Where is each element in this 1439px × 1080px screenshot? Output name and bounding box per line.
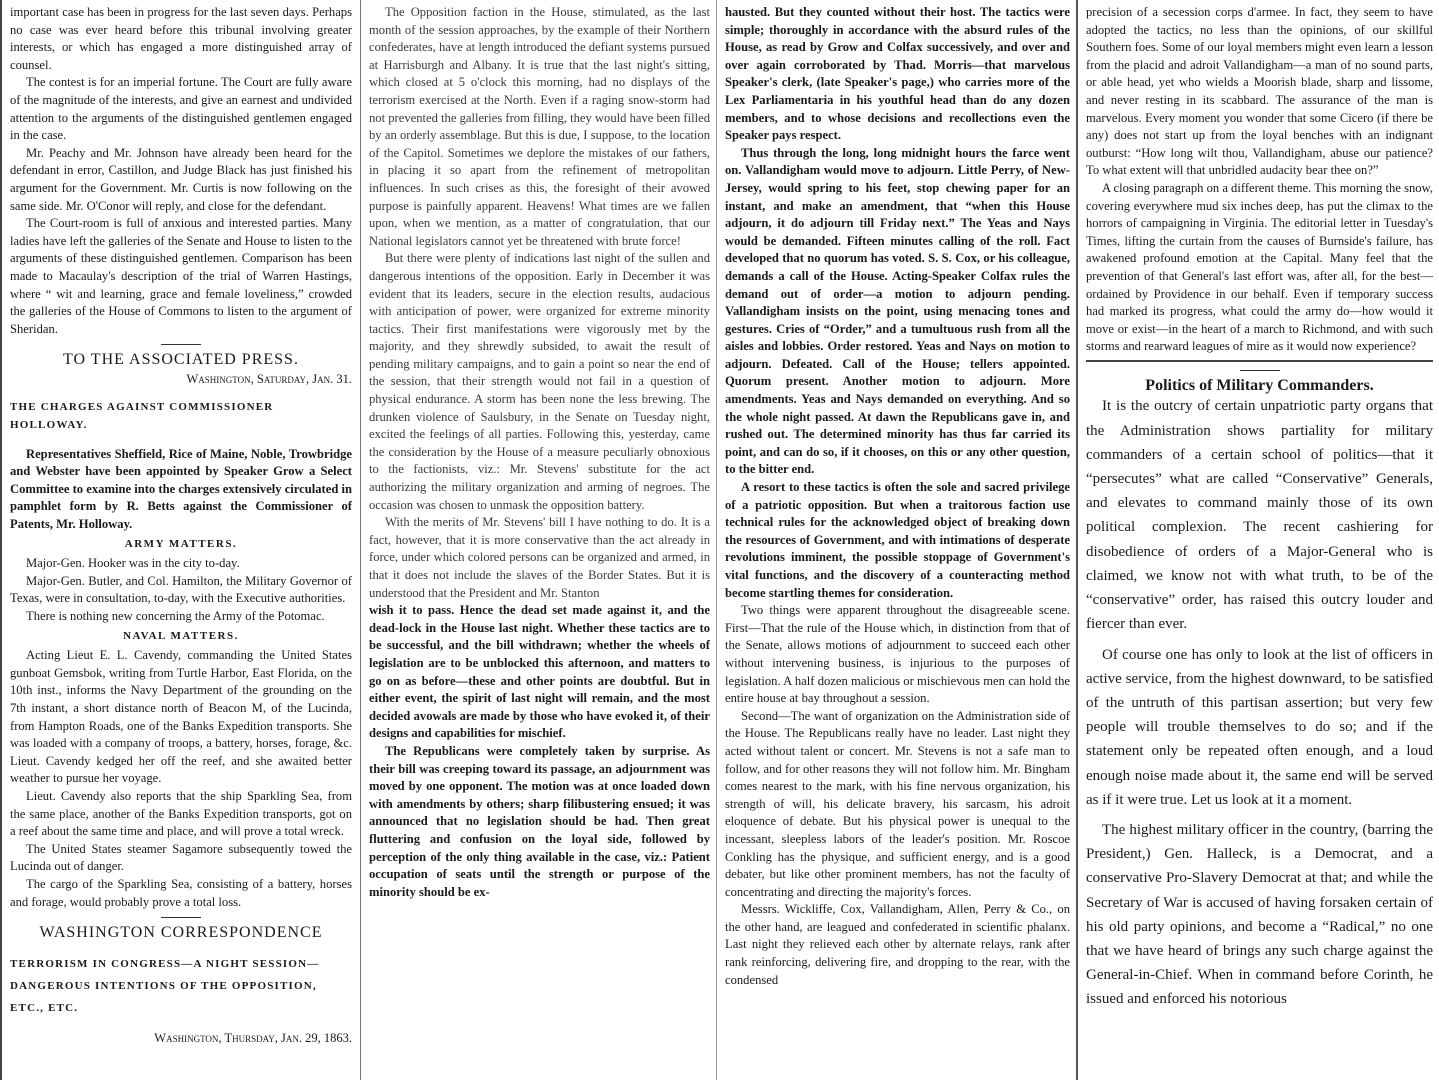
paragraph: The Court-room is full of anxious and interested parties. Many ladies have left the galleries of the Senate and House to listen to the arguments of these distinguished gentlemen. Comparison has been made to Macaulay's description of the trial of Warren Hastings, where “ wit and learning, grace and female loveliness,” crowded the galleries of the House of Commons to listen to the argument of Sheridan. bbox=[10, 216, 352, 336]
paragraph: The United States steamer Sagamore subsequently towed the Lucinda out of danger. bbox=[10, 841, 352, 874]
editorial-section bbox=[1086, 360, 1433, 1012]
column-4 bbox=[1076, 0, 1439, 1080]
paragraph: Acting Lieut E. L. Cavendy, commanding the United States gunboat Gemsbok, writing from Turtle Harbor, East Florida, on the 10th inst., informs the Navy Department of the grounding on the 7th instant, a short distance north of Beacon M, of the Lucinda, from Hampton Roads, one of the Banks Expedition transports. She was loaded with a company of troops, a battery, horses, forage, &c. Lieut. Cavendy kedged her off the reef, and she awaited better weather to pursue her voyage. bbox=[10, 648, 352, 786]
divider bbox=[161, 917, 201, 918]
paragraph: Lieut. Cavendy also reports that the ship Sparkling Sea, from the same place, another of the Banks Expedition transports, got on a reef about the same time and place, and will prove a total wreck. bbox=[10, 788, 352, 839]
holloway-heading: THE CHARGES AGAINST COMMISSIONER HOLLOWAY. bbox=[10, 401, 274, 432]
paragraph: wish it to pass. Hence the dead set made against it, and the dead-lock in the House last night. Whether these tactics are to be successful, and the bill withdrawn; whether the wheels of legislation are to be unblocked this afternoon, and matters to go on as before—these and other points are doubtful. But in either event, the spirit of last night will remain, and the most decided avowals are made by those who have evoked it, of their designs and capabilities for mischief. bbox=[369, 603, 710, 741]
naval-matters-heading: NAVAL MATTERS. bbox=[123, 629, 239, 642]
paragraph: The highest military officer in the country, (barring the President,) Gen. Halleck, is a Democrat, and a conservative Pro-Slavery Democrat at that; and while the Secretary of War is accused of having forsaken certain of his old party opinions, and become a “Radical,” no one that we have heard of brings any such charge against the General-in-Chief. When in command before Corinth, he issued and enforced his notorious bbox=[1086, 821, 1433, 1008]
column-2 bbox=[360, 0, 716, 1080]
correspondence-subheading: TERRORISM IN CONGRESS—A NIGHT SESSION—DANGEROUS INTENTIONS OF THE OPPOSITION, ETC., ETC. bbox=[10, 957, 320, 1014]
paragraph: Second—The want of organization on the Administration side of the House. The Republicans really have no leader. Last night they acted without talent or concert. Mr. Stevens is not a safe man to follow, and for other reasons they will not follow him. Mr. Bingham comes nearest to the mark, with his fine nervous organization, his strength of will, his delicate bravery, his sarcasm, his adroit eloquence of debate. But his physical power is unequal to the incessant, sleepless labors of the leader's position. Mr. Roscoe Conkling has the physique, and sufficient energy, and is a good debater, but like other prominent members, has not the faculty of concentrating and directing the majority's forces. bbox=[725, 708, 1070, 899]
dateline: Washington, Thursday, Jan. 29, 1863. bbox=[154, 1030, 352, 1045]
paragraph: With the merits of Mr. Stevens' bill I have nothing to do. It is a fact, however, that it is more conservative than the act already in force, under which colored persons can be organized and armed, in that it does not include the slaves of the Border States. But it is understood that the President and Mr. Stanton bbox=[369, 515, 710, 600]
editorial-title: Politics of Military Commanders. bbox=[1145, 376, 1374, 394]
paragraph: Major-Gen. Butler, and Col. Hamilton, the Military Governor of Texas, were in consultation, to-day, with the Executive authorities. bbox=[10, 573, 352, 606]
paragraph: The cargo of the Sparkling Sea, consisting of a battery, horses and forage, would probably prove a total loss. bbox=[10, 876, 352, 909]
paragraph: Major-Gen. Hooker was in the city to-day. bbox=[26, 556, 240, 571]
paragraph: precision of a secession corps d'armee. In fact, they seem to have adopted the tactics, no less than the opinions, of our skillful Southern foes. Some of our loyal members might even learn a lesson from the placid and adroit Vallandigham—a man of no sound parts, or able head, yet who wields a Moorish blade, sharp and lissome, and never resting in its scabbard. The assurance of the man is marvelous. Every moment you wonder that some Cicero (if there be any) does not start up from the loyal benches with an indignant outburst: “How long wilt thou, Vallandigham, abuse our patience? To what extent will that unbridled audacity bear thee on?” bbox=[1086, 5, 1433, 178]
paragraph: It is the outcry of certain unpatriotic party organs that the Administration shows partiality for military commanders of a certain school of politics—that it “persecutes” what are called “Conservative” Generals, and elevates to command mainly those of its own political complexion. The recent cashiering for disobedience of orders of a Major-General who is claimed, we know not with what truth, to be of the “conservative” order, has raised this outcry louder and fiercer than ever. bbox=[1086, 398, 1433, 633]
paragraph: A closing paragraph on a different theme. This morning the snow, covering everywhere mud six inches deep, has put the climax to the horrors of campaigning in Virginia. The editorial letter in Tuesday's Times, lifting the curtain from the causes of Burnside's failure, has awakened profound emotion at the Capital. Many feel that the prevention of that General's last effort was, after all, for the best—ordained by Providence in our behalf. Even if temporary success had marked its progress, what could the army do—how would it move or exist—in the heart of a march to Richmond, and with such storms and rearward leagues of mire as it would now experience? bbox=[1086, 180, 1433, 354]
paragraph: The Republicans were completely taken by surprise. As their bill was creeping toward its passage, an adjournment was moved by one opponent. The motion was at once loaded down with amendments by others; sharp filibustering ensued; it was announced that no legislation should be had. Then great fluttering and confusion on the loyal side, followed by perception of the only thing available in the case, viz.: Patient occupation of seats until the strength or purpose of the minority should be ex- bbox=[369, 743, 710, 899]
paragraph: hausted. But they counted without their host. The tactics were simple; thoroughly in accordance with the absurd rules of the House, as read by Grow and Colfax successively, and over and over again corroborated by Thad. Morris—that marvelous Speaker's clerk, (late Speaker's page,) who carries more of the Lex Parliamentaria in his youthful head than do any dozen members, and to whose decisions and recollections even the Speaker pays respect. bbox=[725, 5, 1070, 143]
divider bbox=[1240, 370, 1280, 371]
paragraph: Two things were apparent throughout the disagreeable scene. First—That the rule of the House which, in distinction from that of the Senate, allows motions of adjournment to succeed each other without intervening business, is injurious to the purposes of legislation. A half dozen malicious or mischievous men can hold the entire house at bay throughout a session. bbox=[725, 603, 1070, 706]
army-matters-heading: ARMY MATTERS. bbox=[124, 537, 238, 550]
paragraph: Thus through the long, long midnight hours the farce went on. Vallandigham would move to adjourn. Little Perry, of New-Jersey, would spring to his feet, stop chewing paper for an instant, and make an amendment, that “when this House adjourn, it do adjourn till Friday next.” The Yeas and Nays would be demanded. Fifteen minutes calling of the roll. Fact developed that no quorum has voted. S. S. Cox, or his colleague, demands a call of the House. Acting-Speaker Colfax rules the demand out of order—a motion to adjourn pending. Vallandigham insists on the point, using menacing tones and gestures. Cries of “Order,” and a tumultuous rush from all the aisles and lobbies. Order restored. Yeas and Nays on motion to adjourn. Defeated. Call of the House; tellers appointed. Quorum present. Another motion to adjourn. More amendments. Yeas and Nays demanded on everything. And so the whole night passed. At dawn the Republicans gave in, and rushed out. The determined minority has thus far carried its point, and can do so, if it chooses, on this or any other question, to the bitter end. bbox=[725, 145, 1070, 477]
dateline: Washington, Saturday, Jan. 31. bbox=[186, 371, 352, 386]
paragraph: There is nothing new concerning the Army of the Potomac. bbox=[26, 609, 325, 623]
divider bbox=[161, 344, 201, 345]
paragraph: Representatives Sheffield, Rice of Maine, Noble, Trowbridge and Webster have been appointed by Speaker Grow a Select Committee to examine into the charges extensively circulated in pamphlet form by R. Betts against the Commissioner of Patents, Mr. Holloway. bbox=[10, 446, 352, 532]
column-1 bbox=[0, 0, 358, 1080]
paragraph: Mr. Peachy and Mr. Johnson have already been heard for the defendant in error, Castillon, and Judge Black has just finished his argument for the Government. Mr. Curtis is now following on the same side. Mr. O'Conor will reply, and close for the defendant. bbox=[10, 145, 352, 213]
paragraph: A resort to these tactics is often the sole and sacred privilege of a patriotic opposition. But when a traitorous faction use technical rules for the acknowledged object of breaking down the resources of Government, and with intimations of desperate revolutions imminent, the possible stoppage of Government's vital functions, and the discovery of a counteracting method become startling themes for consideration. bbox=[725, 480, 1070, 600]
paragraph: The contest is for an imperial fortune. The Court are fully aware of the magnitude of the interests, and give an earnest and undivided attention to the arguments of the distinguished gentlemen engaged in the case. bbox=[10, 75, 352, 143]
paragraph: important case has been in progress for the last seven days. Perhaps no case was ever heard before this tribunal involving greater interests, or which has engaged a more distinguished array of counsel. bbox=[10, 5, 352, 72]
paragraph: Of course one has only to look at the list of officers in active service, from the highest downward, to be satisfied of the untruth of this partisan assertion; but very few people will trouble themselves to do so; and if the statement only be repeated often enough, and a loud enough noise made about it, the same end will be served as if it were true. Let us look at it a moment. bbox=[1086, 646, 1433, 808]
paragraph: The Opposition faction in the House, stimulated, as the last month of the session approaches, by the example of their Northern confederates, have at length introduced the defiant systems pursued at Harrisburgh and Albany. It is true that the last night's sitting, which closed at 5 o'clock this morning, had no displays of the terrorism exercised at the North. Even if a raging snow-storm had not prevented the galleries from filling, they would have been filled by an orderly assemblage. But this is due, I suppose, to the location of the Capitol. Sometimes we deplore the mistakes of our fathers, in placing it so apart from the refinement of metropolitan influences. In such crises as this, the foresight of their avowed purpose is painfully apparent. Heavens! What times are we fallen upon, when we mention, as a matter of congratulation, that our National legislators cannot yet be threatened with brute force! bbox=[369, 5, 710, 248]
correspondence-heading: WASHINGTON CORRESPONDENCE bbox=[39, 924, 323, 942]
paragraph: But there were plenty of indications last night of the sullen and dangerous intentions of the opposition. Early in December it was evident that its leaders, secure in the election results, audacious with anticipation of power, were organized for extreme minority tactics. Their first manifestations were vigorously met by the majority, and they shrewdly subsided, to await the result of pending military campaigns, and to gain a point so near the end of the session, that their strength would not fail in a question of physical endurance. A storm has been none the less brewing. The drunken violence of Saulsbury, in the Senate on Tuesday night, excited the feelings of all parties. Following this, yesterday, came the consideration by the House of a measure peculiarly obnoxious to the factionists, viz.: Mr. Stevens' substitute for the act authorizing the military organization and arming of negroes. The occasion was chosen to unmask the opposition battery. bbox=[369, 251, 710, 512]
associated-press-heading: TO THE ASSOCIATED PRESS. bbox=[63, 351, 299, 369]
column-3 bbox=[716, 0, 1076, 1080]
paragraph: Messrs. Wickliffe, Cox, Vallandigham, Allen, Perry & Co., on the other hand, are leagued and confederated in scientific phalanx. Last night they relieved each other by alternate relays, rank after rank reinforcing, delivering fire, and dropping to the rear, with the condensed bbox=[725, 902, 1070, 987]
